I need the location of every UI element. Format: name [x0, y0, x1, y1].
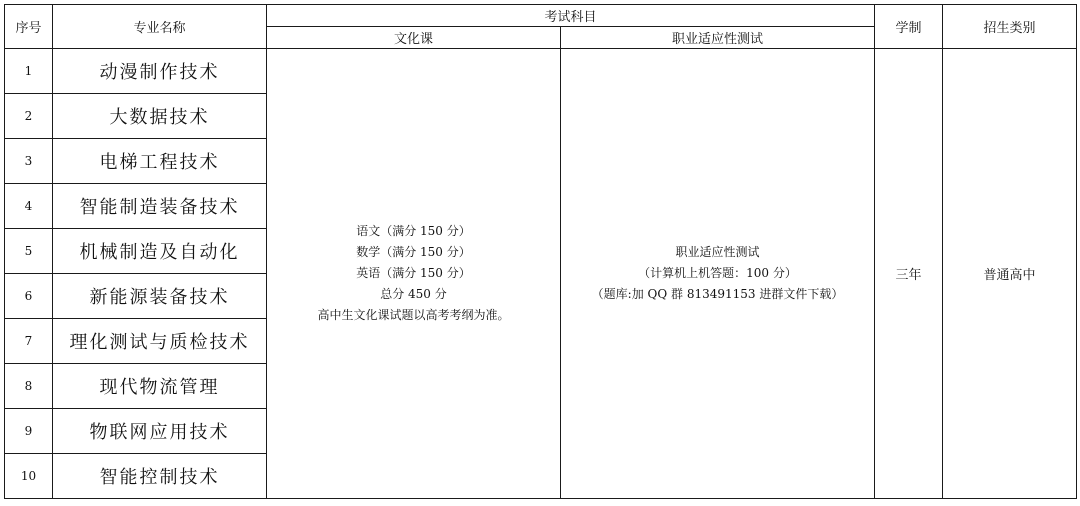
test-line: （计算机上机答题：100 分） [638, 266, 797, 280]
header-culture: 文化课 [267, 27, 561, 49]
major-name: 新能源装备技术 [53, 274, 267, 319]
row-number: 6 [5, 274, 53, 319]
header-aptitude: 职业适应性测试 [561, 27, 875, 49]
row-number: 5 [5, 229, 53, 274]
row-number: 8 [5, 364, 53, 409]
row-number: 7 [5, 319, 53, 364]
culture-subjects-cell [267, 49, 561, 499]
culture-line: 语文（满分 150 分） [356, 224, 471, 238]
row-number: 4 [5, 184, 53, 229]
major-name: 电梯工程技术 [53, 139, 267, 184]
header-index: 序号 [5, 5, 53, 49]
major-name: 大数据技术 [53, 94, 267, 139]
culture-line: 英语（满分 150 分） [356, 266, 471, 280]
row-number: 9 [5, 409, 53, 454]
major-name: 动漫制作技术 [53, 49, 267, 94]
header-exam-subjects: 考试科目 [267, 5, 875, 27]
major-name: 智能制造装备技术 [53, 184, 267, 229]
row-number: 3 [5, 139, 53, 184]
header-duration: 学制 [875, 5, 943, 49]
row-number: 2 [5, 94, 53, 139]
culture-line: 数学（满分 150 分） [356, 245, 471, 259]
row-number: 10 [5, 454, 53, 499]
header-category: 招生类别 [943, 5, 1077, 49]
major-name: 物联网应用技术 [53, 409, 267, 454]
header-major: 专业名称 [53, 5, 267, 49]
major-name: 现代物流管理 [53, 364, 267, 409]
aptitude-test-cell [561, 49, 875, 499]
culture-line: 总分 450 分 [380, 287, 447, 301]
duration-cell: 三年 [875, 49, 943, 499]
category-cell: 普通高中 [943, 49, 1077, 499]
row-number: 1 [5, 49, 53, 94]
admissions-table [4, 4, 1077, 499]
test-line: 职业适应性测试 [675, 245, 760, 259]
major-name: 机械制造及自动化 [53, 229, 267, 274]
major-name: 理化测试与质检技术 [53, 319, 267, 364]
culture-line: 高中生文化课试题以高考考纲为准。 [317, 308, 510, 322]
table-row [5, 49, 1077, 94]
major-name: 智能控制技术 [53, 454, 267, 499]
test-line: （题库:加 QQ 群 813491153 进群文件下载） [591, 287, 844, 301]
